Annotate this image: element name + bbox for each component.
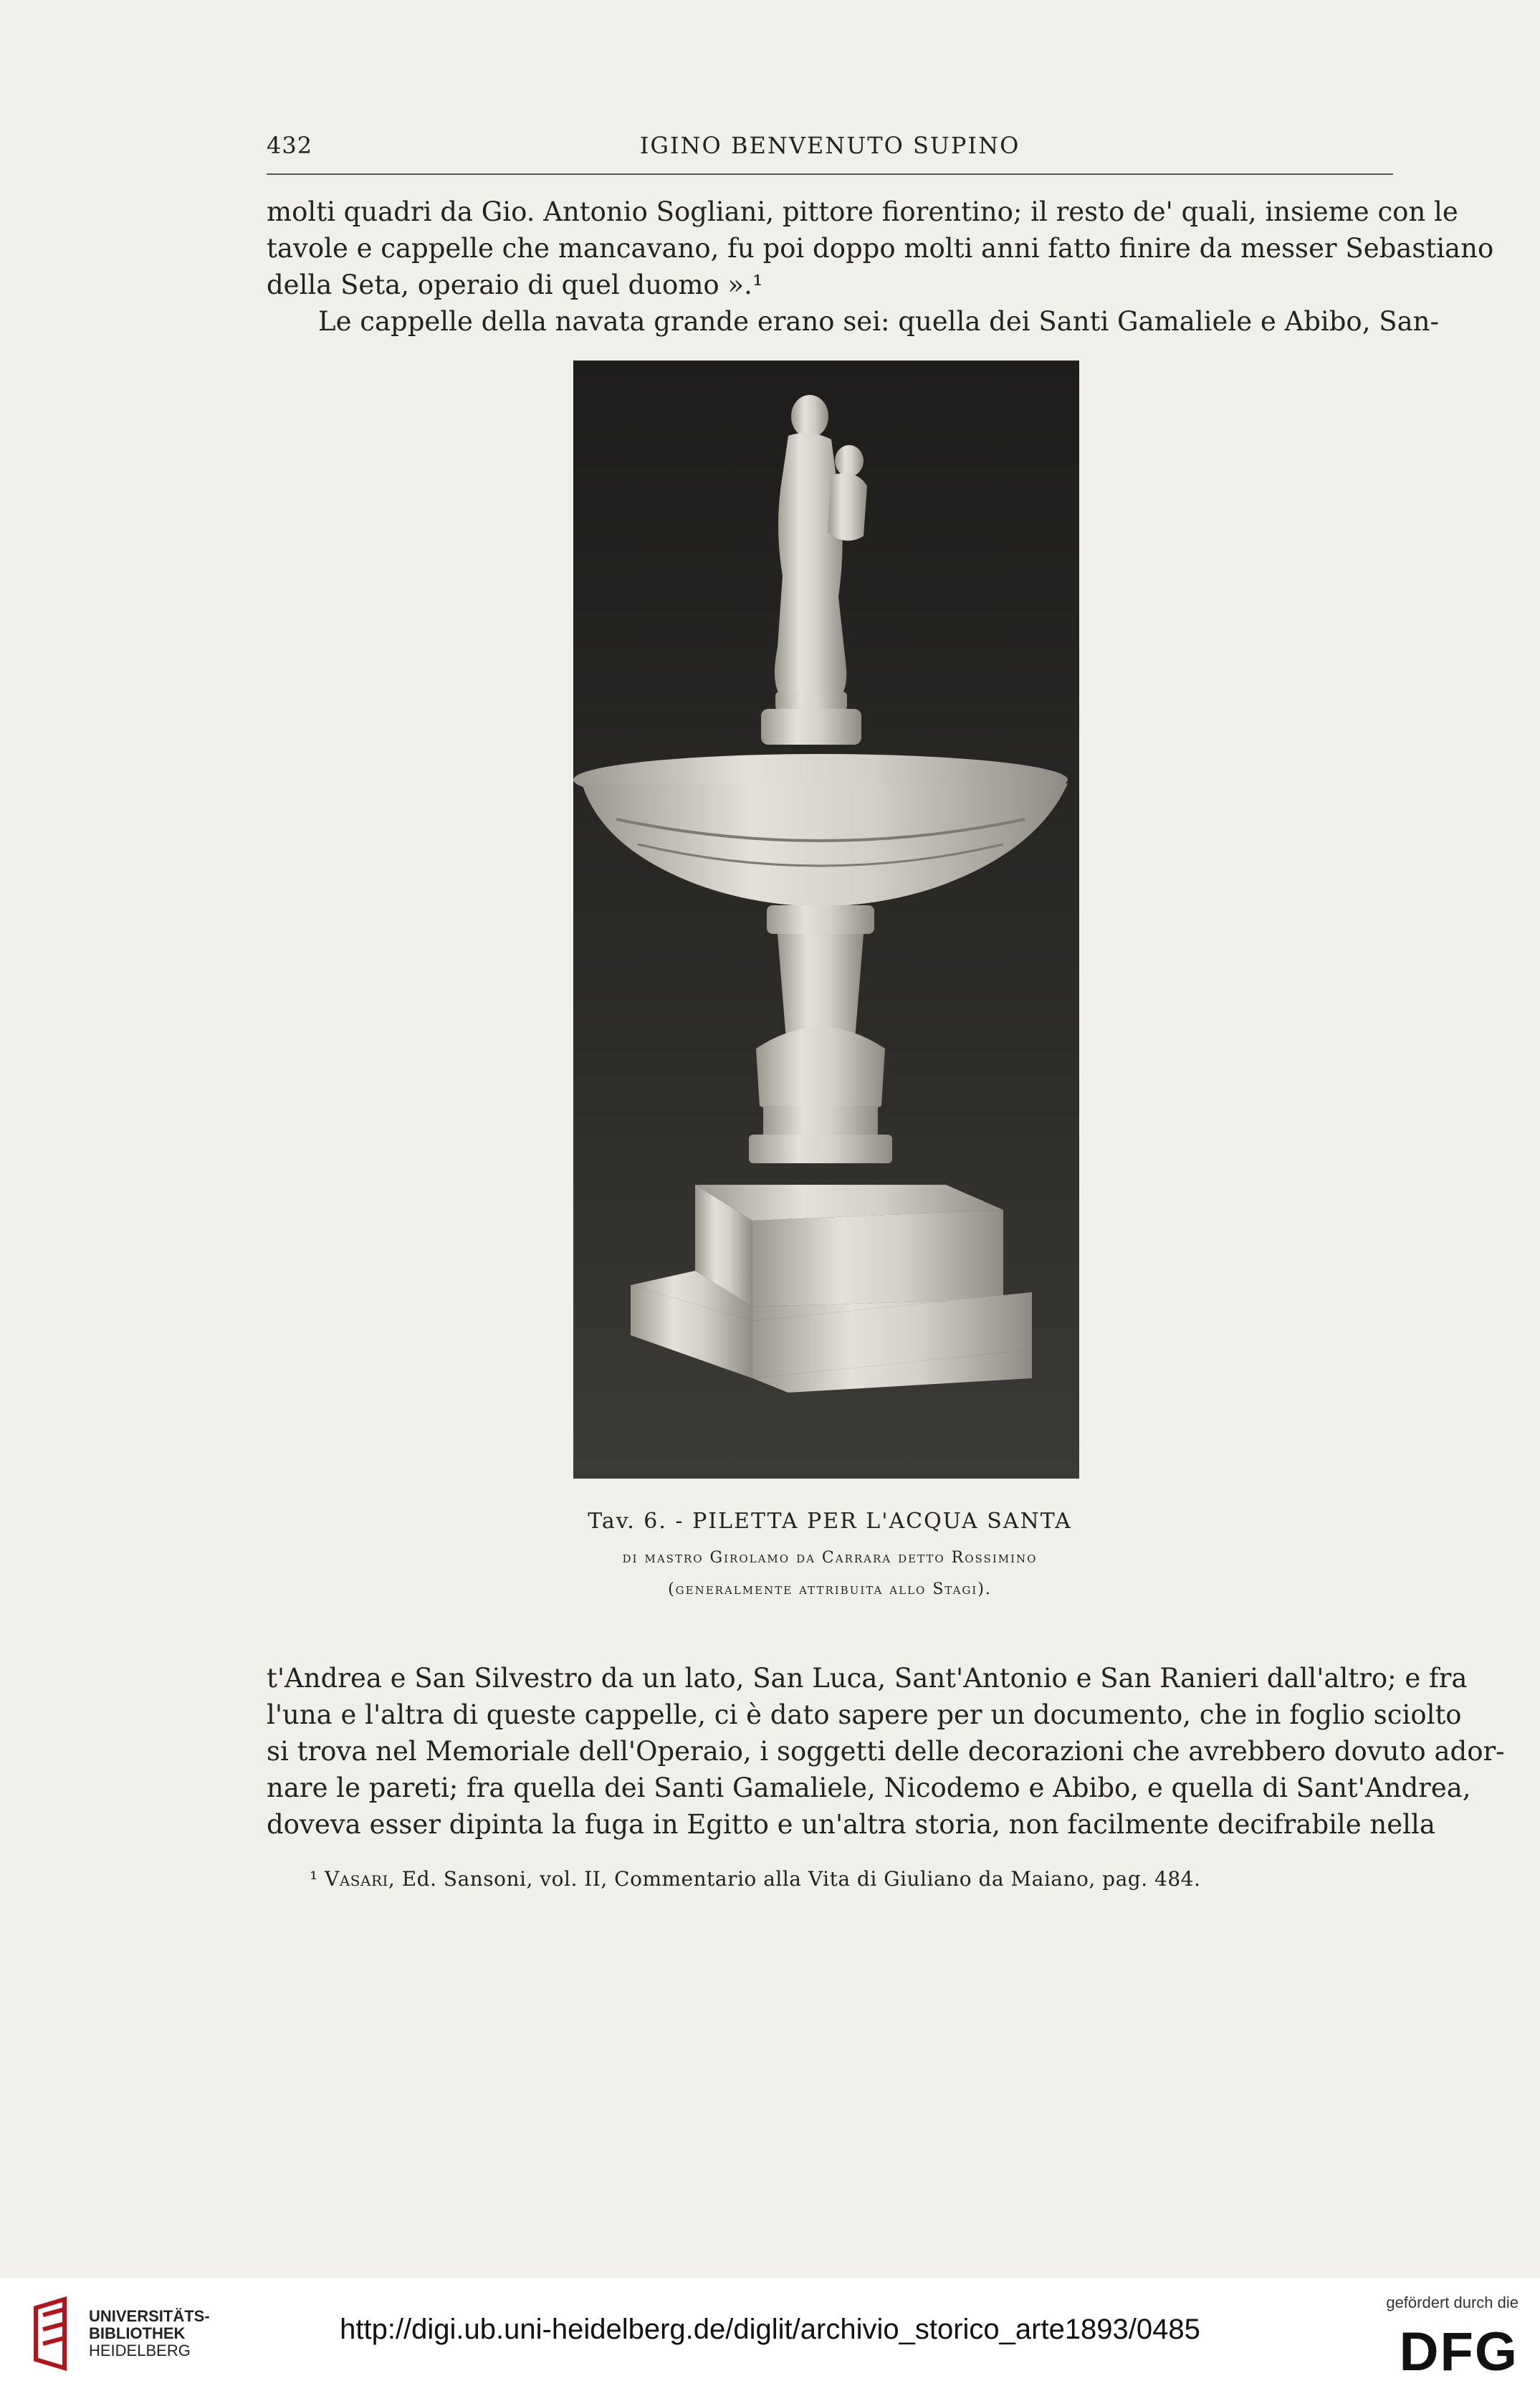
footnote-mark: ¹ (310, 1867, 318, 1891)
holy-water-font-photo (573, 361, 1079, 1479)
footnote-author: Vasari, (325, 1867, 396, 1891)
running-title: IGINO BENVENUTO SUPINO (639, 132, 1020, 159)
library-name-line: BIBLIOTHEK (89, 2324, 186, 2342)
text-line: tavole e cappelle che mancavano, fu poi doppo molti anni fatto finire da messer Sebastiano (267, 233, 1494, 264)
sponsor-label: gefördert durch die (1386, 2294, 1519, 2311)
figure-caption-note: (generalmente attribuita allo Stagi). (668, 1580, 992, 1598)
library-name-line: HEIDELBERG (89, 2342, 191, 2359)
paragraph-3 (267, 1660, 1505, 1843)
source-url-link[interactable]: http://digi.ub.uni-heidelberg.de/diglit/archivio_storico_arte1893/0485 (340, 2314, 1200, 2345)
figure-caption-title: Tav. 6. - PILETTA PER L'ACQUA SANTA (588, 1509, 1072, 1534)
paragraph-2 (267, 303, 1439, 340)
text-line: della Seta, operaio di quel duomo ».¹ (267, 269, 763, 300)
text-line: Le cappelle della navata grande erano sei: quella dei Santi Gamaliele e Abibo, San- (318, 306, 1439, 337)
text-line: si trova nel Memoriale dell'Operaio, i soggetti delle decorazioni che avrebbero dovuto ador- (267, 1736, 1505, 1767)
text-line: t'Andrea e San Silvestro da un lato, San Luca, Sant'Antonio e San Ranieri dall'altro; e fra (267, 1663, 1468, 1694)
page-header (267, 132, 1393, 168)
page-number: 432 (267, 132, 313, 159)
text-line: nare le pareti; fra quella dei Santi Gamaliele, Nicodemo e Abibo, e quella di Sant'Andrea, (267, 1772, 1471, 1803)
text-line: l'una e l'altra di queste cappelle, ci è dato sapere per un documento, che in foglio sciolto (267, 1699, 1462, 1730)
dfg-logo: DFG (1399, 2321, 1519, 2382)
text-line: doveva esser dipinta la fuga in Egitto e un'altra storia, non facilmente decifrabile nella (267, 1809, 1435, 1840)
footnote (310, 1867, 1384, 1891)
library-name-line: UNIVERSITÄTS- (89, 2307, 210, 2325)
digitization-footer (0, 2278, 1540, 2391)
footnote-text: Ed. Sansoni, vol. II, Commentario alla Vita di Giuliano da Maiano, pag. 484. (401, 1867, 1201, 1891)
figure-caption-attribution: di mastro Girolamo da Carrara detto Rossimino (622, 1549, 1038, 1567)
text-line: molti quadri da Gio. Antonio Sogliani, pittore fiorentino; il resto de' quali, insieme con le (267, 196, 1458, 227)
paragraph-1 (267, 194, 1494, 303)
header-rule (267, 173, 1393, 175)
